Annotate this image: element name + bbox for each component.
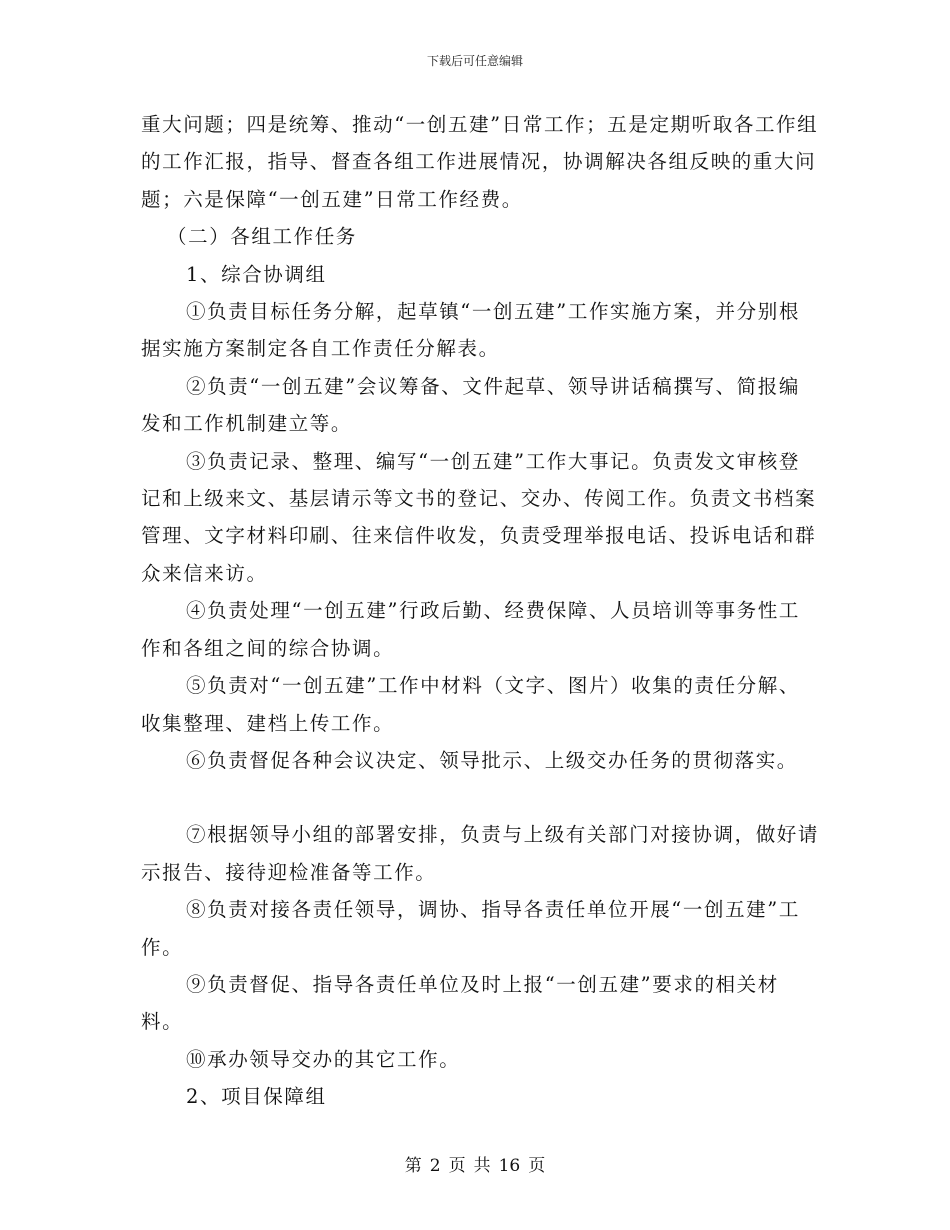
task-item-8: ⑧负责对接各责任领导，调协、指导各责任单位开展“一创五建”工作。: [141, 898, 800, 959]
page-header: 下载后可任意编辑: [426, 54, 523, 68]
footer-total-word: 共: [473, 1156, 491, 1176]
page-number-footer: [0, 1155, 950, 1177]
task-item-2: ②负责“一创五建”会议筹备、文件起草、领导讲话稿撰写、简报编发和工作机制建立等。: [141, 374, 800, 436]
footer-current-page: 2: [429, 1156, 441, 1176]
task-item-9: ⑨负责督促、指导各责任单位及时上报“一创五建”要求的相关材料。: [141, 972, 779, 1034]
subsection-heading-project-support-group: 2、项目保障组: [186, 1085, 327, 1109]
task-item-5: ⑤负责对“一创五建”工作中材料（文字、图片）收集的责任分解、收集整理、建档上传工作。: [141, 674, 800, 735]
footer-prefix: 第: [404, 1156, 422, 1176]
footer-page-word: 页: [448, 1156, 466, 1176]
task-item-6: ⑥负责督促各种会议决定、领导批示、上级交办任务的贯彻落实。: [186, 748, 798, 772]
footer-total-pages: 16: [498, 1156, 521, 1176]
footer-suffix: 页: [528, 1156, 546, 1176]
task-item-1: ①负责目标任务分解，起草镇“一创五建”工作实施方案，并分别根据实施方案制定各自工作责任分解表。: [141, 300, 800, 361]
subsection-heading-coordination-group: 1、综合协调组: [186, 262, 327, 286]
task-item-3: ③负责记录、整理、编写“一创五建”工作大事记。负责发文审核登记和上级来文、基层请示等文书的登记、交办、传阅工作。负责文书档案管理、文字材料印刷、往来信件收发，负责受理举报电话、投诉电话和群众来信来访。: [141, 449, 817, 585]
task-item-7: ⑦根据领导小组的部署安排，负责与上级有关部门对接协调，做好请示报告、接待迎检准备等工作。: [141, 823, 820, 884]
task-item-4: ④负责处理“一创五建”行政后勤、经费保障、人员培训等事务性工作和各组之间的综合协调。: [141, 599, 800, 660]
paragraph-leadership-duties-cont: 重大问题；四是统筹、推动“一创五建”日常工作；五是定期听取各工作组的工作汇报，指导、督查各组工作进展情况，协调解决各组反映的重大问题；六是保障“一创五建”日常工作经费。: [141, 113, 819, 211]
section-heading-group-tasks: （二）各组工作任务: [167, 225, 357, 249]
document-body: [141, 106, 821, 1116]
task-item-10: ⑩承办领导交办的其它工作。: [186, 1047, 461, 1071]
